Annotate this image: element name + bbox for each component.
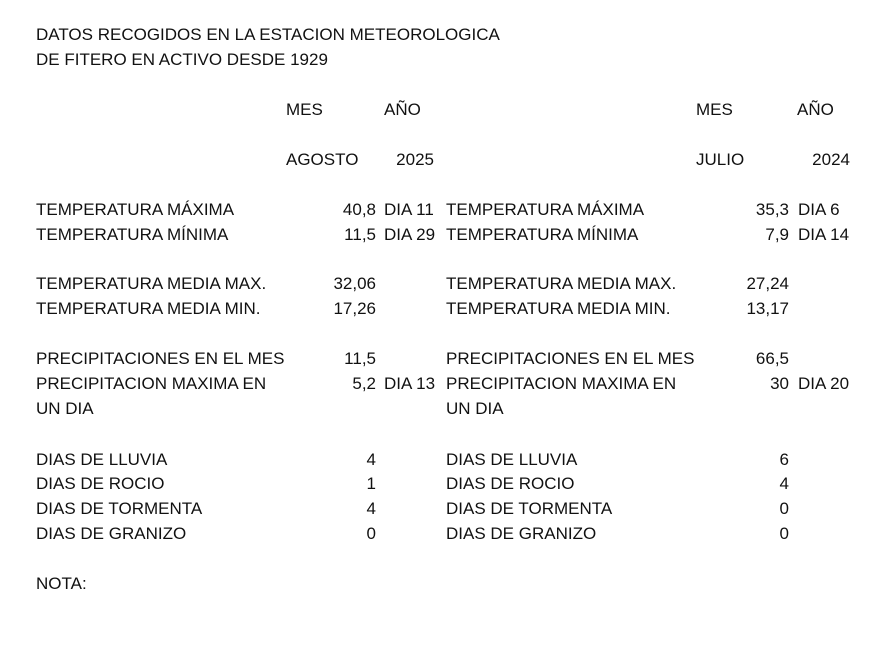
left-media-max-value: 32,06: [333, 274, 376, 293]
left-temp-max-value: 40,8: [342, 200, 376, 219]
right-temp-max-label: TEMPERATURA MÁXIMA: [446, 200, 645, 219]
right-precip-max-label-2: UN DIA: [446, 399, 504, 418]
right-precip-max-value: 30: [770, 374, 789, 393]
right-precip-mes-label: PRECIPITACIONES EN EL MES: [446, 349, 695, 368]
right-mes-label: MES: [696, 100, 733, 119]
left-media-max-label: TEMPERATURA MEDIA MAX.: [36, 274, 267, 293]
left-media-min-label: TEMPERATURA MEDIA MIN.: [36, 299, 261, 318]
right-rocio-label: DIAS DE ROCIO: [446, 474, 575, 493]
left-anio-label: AÑO: [384, 100, 421, 119]
left-tormenta-label: DIAS DE TORMENTA: [36, 499, 203, 518]
right-mes-value: JULIO: [696, 150, 745, 169]
right-lluvia-label: DIAS DE LLUVIA: [446, 450, 578, 469]
left-tormenta-value: 4: [366, 499, 376, 518]
right-precip-max-label-1: PRECIPITACION MAXIMA EN: [446, 374, 677, 393]
left-mes-value: AGOSTO: [286, 150, 359, 169]
left-temp-max-day: DIA 11: [384, 200, 434, 219]
left-temp-min-value: 11,5: [344, 225, 376, 244]
document-title-line-1: DATOS RECOGIDOS EN LA ESTACION METEOROLOGICA: [36, 25, 500, 44]
right-temp-max-day: DIA 6: [798, 200, 840, 219]
left-precip-mes-label: PRECIPITACIONES EN EL MES: [36, 349, 285, 368]
left-granizo-label: DIAS DE GRANIZO: [36, 524, 187, 543]
left-anio-value: 2025: [396, 150, 434, 169]
left-lluvia-label: DIAS DE LLUVIA: [36, 450, 168, 469]
right-lluvia-value: 6: [779, 450, 789, 469]
left-precip-max-value: 5,2: [352, 374, 376, 393]
right-anio-label: AÑO: [797, 100, 834, 119]
left-precip-mes-value: 11,5: [344, 349, 376, 368]
left-precip-max-label-1: PRECIPITACION MAXIMA EN: [36, 374, 267, 393]
right-anio-value: 2024: [812, 150, 850, 169]
left-media-min-value: 17,26: [333, 299, 376, 318]
left-rocio-value: 1: [366, 474, 376, 493]
right-media-min-value: 13,17: [746, 299, 789, 318]
right-granizo-value: 0: [779, 524, 789, 543]
left-granizo-value: 0: [366, 524, 376, 543]
right-precip-mes-value: 66,5: [755, 349, 789, 368]
right-media-min-label: TEMPERATURA MEDIA MIN.: [446, 299, 671, 318]
right-temp-min-label: TEMPERATURA MÍNIMA: [446, 225, 639, 244]
right-temp-min-value: 7,9: [765, 225, 789, 244]
left-rocio-label: DIAS DE ROCIO: [36, 474, 165, 493]
right-tormenta-label: DIAS DE TORMENTA: [446, 499, 613, 518]
right-tormenta-value: 0: [779, 499, 789, 518]
document-title-line-2: DE FITERO EN ACTIVO DESDE 1929: [36, 50, 328, 69]
left-temp-max-label: TEMPERATURA MÁXIMA: [36, 200, 235, 219]
right-rocio-value: 4: [779, 474, 789, 493]
left-temp-min-label: TEMPERATURA MÍNIMA: [36, 225, 229, 244]
left-mes-label: MES: [286, 100, 323, 119]
right-media-max-label: TEMPERATURA MEDIA MAX.: [446, 274, 677, 293]
left-precip-max-day: DIA 13: [384, 374, 436, 393]
right-temp-min-day: DIA 14: [798, 225, 850, 244]
right-media-max-value: 27,24: [746, 274, 789, 293]
right-granizo-label: DIAS DE GRANIZO: [446, 524, 597, 543]
left-temp-min-day: DIA 29: [384, 225, 436, 244]
nota-label: NOTA:: [36, 574, 87, 593]
right-precip-max-day: DIA 20: [798, 374, 850, 393]
left-lluvia-value: 4: [366, 450, 376, 469]
right-temp-max-value: 35,3: [755, 200, 789, 219]
left-precip-max-label-2: UN DIA: [36, 399, 94, 418]
